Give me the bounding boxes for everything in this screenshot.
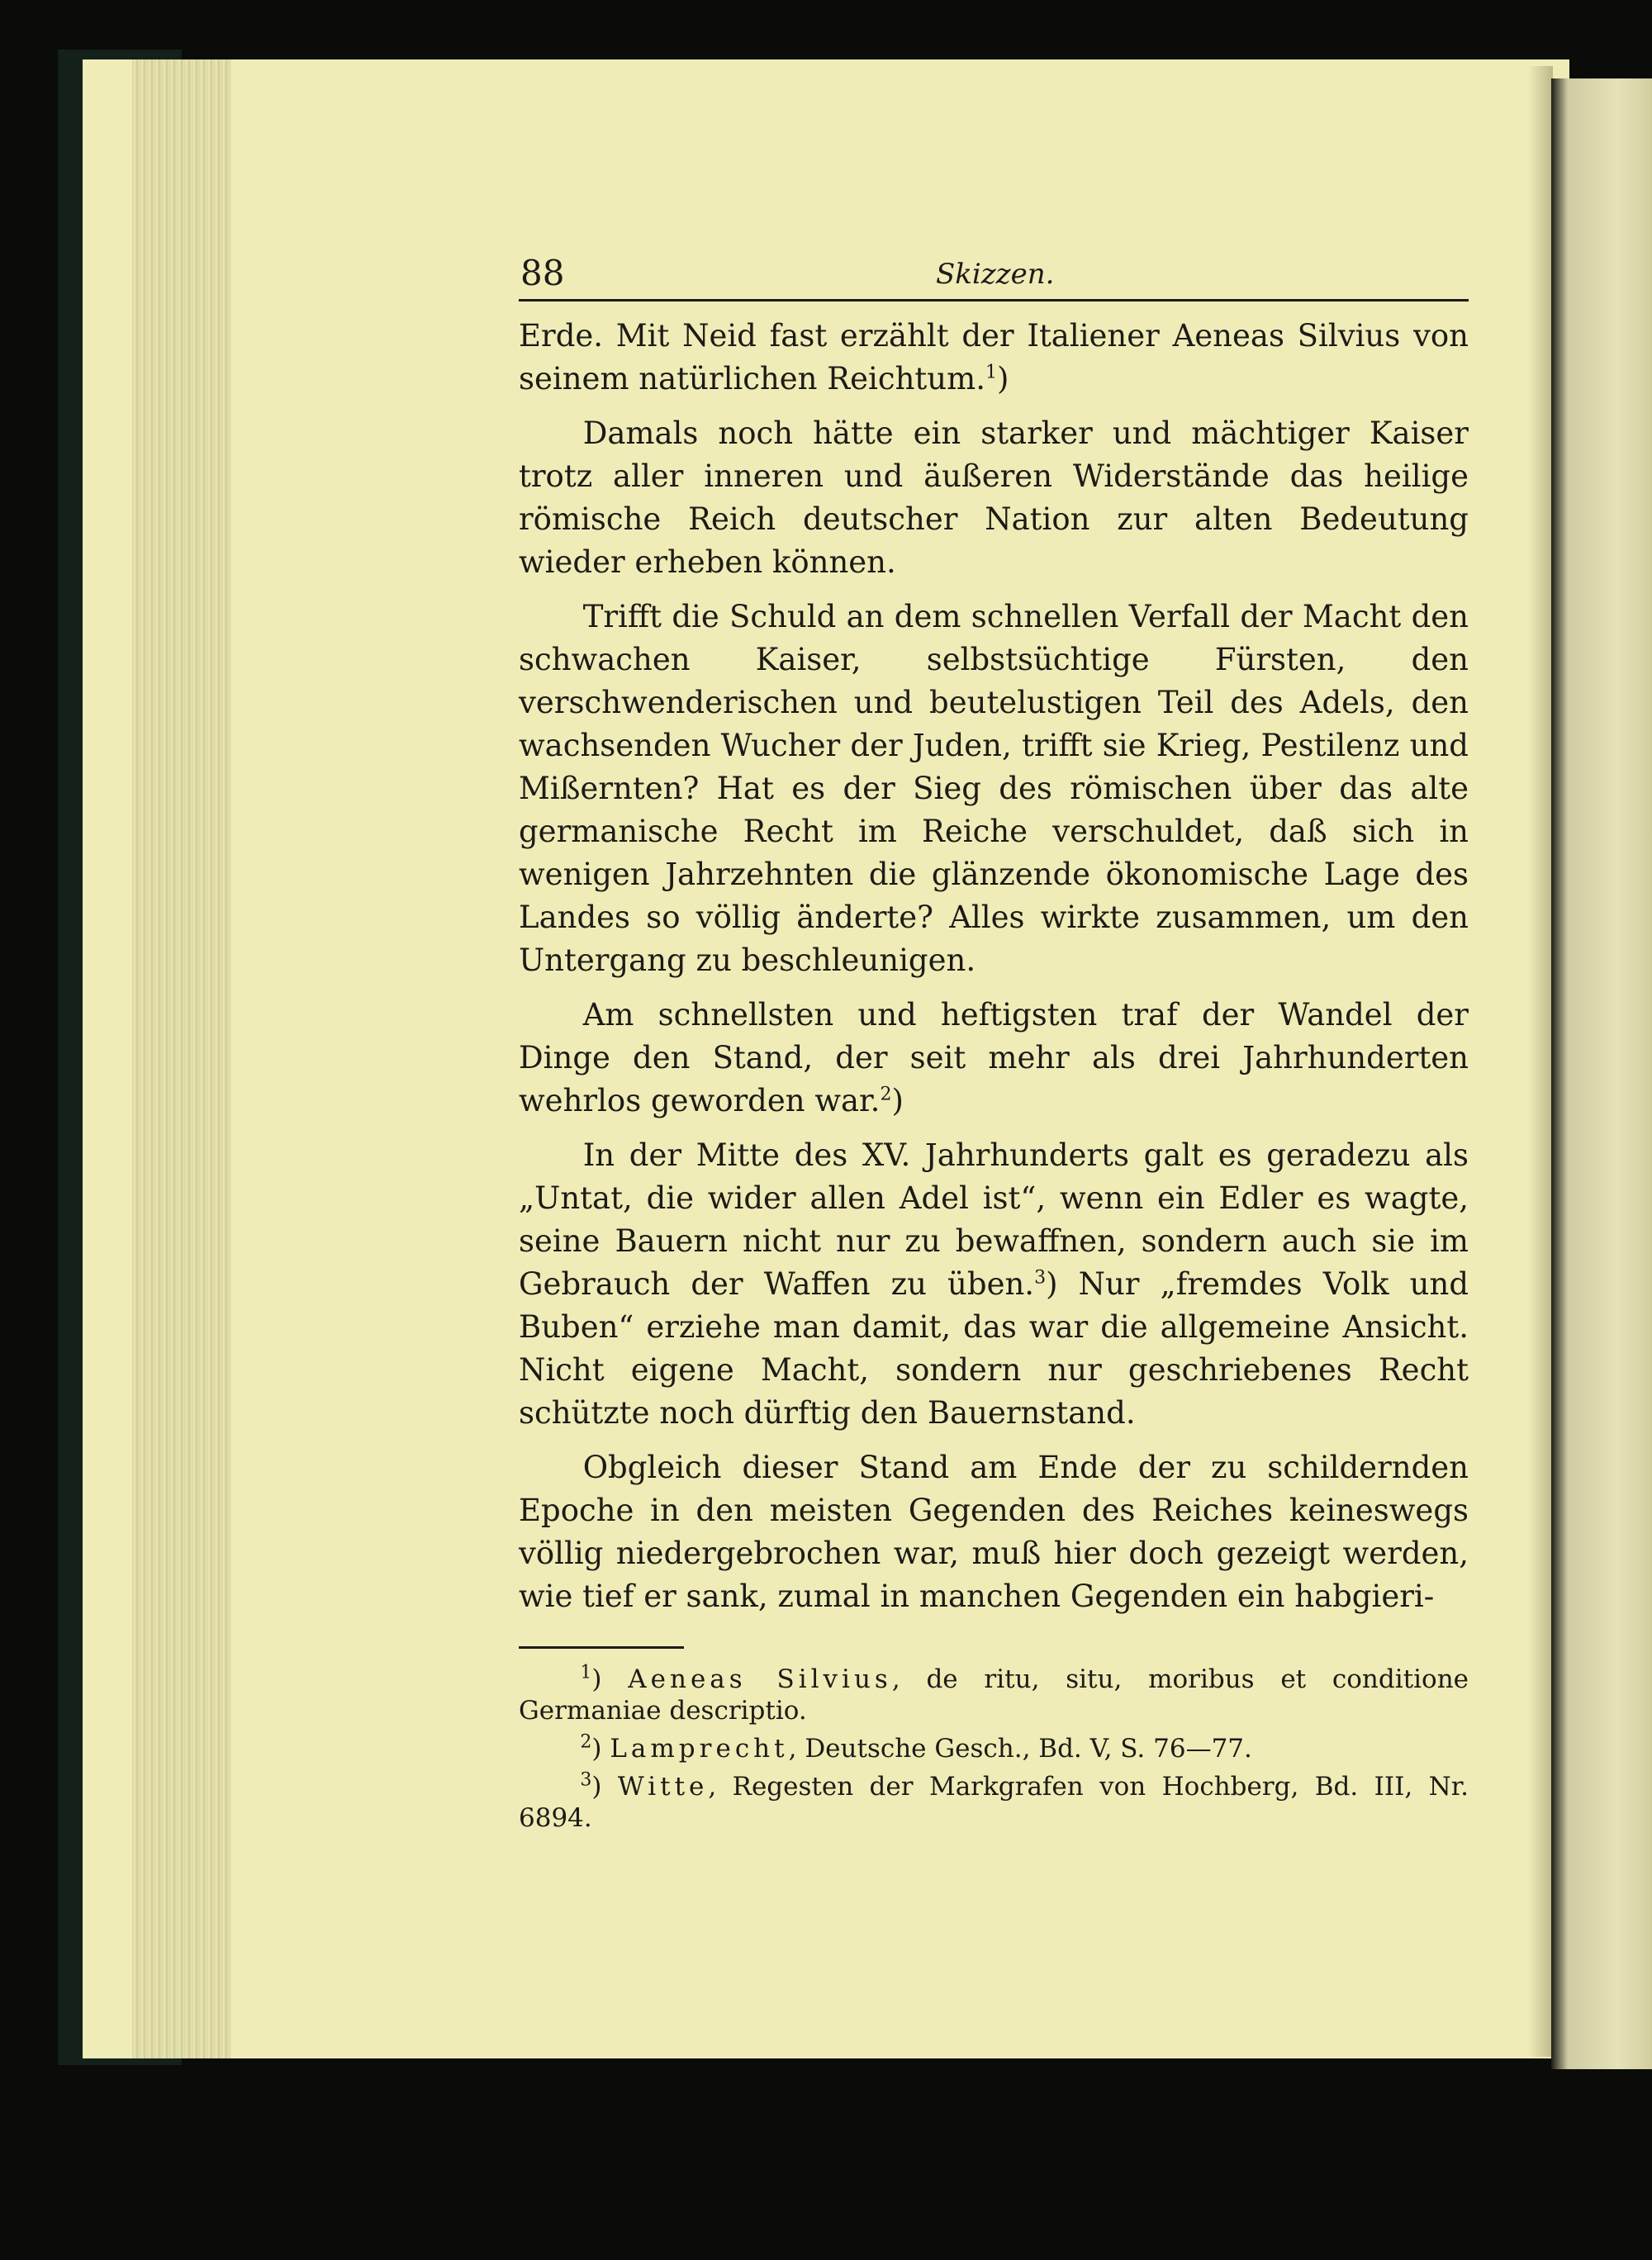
paragraph — [519, 412, 1469, 584]
footnote-text: , Regesten der Markgrafen von Hochberg, Bd. III, Nr. 6894. — [519, 1772, 1469, 1833]
paragraph-text: Obgleich dieser Stand am Ende der zu schildernden Epoche in den meisten Gegenden des Reiches keineswegs völlig niedergebrochen war, muß hier doch gezeigt werden, wie tief er sank, zumal in manchen Gegenden ein habgieri- — [519, 1450, 1469, 1614]
book-gutter — [1528, 66, 1553, 2057]
paragraph — [519, 1446, 1469, 1618]
footnote: $^1$) Aeneas Silvius, de ritu, situ, moribus et conditione Germaniae descriptio. — [519, 1662, 1469, 1726]
paragraph-text: ) — [891, 1083, 904, 1118]
running-head: Skizzen. — [936, 258, 1055, 291]
footnote-author: Aeneas Silvius — [628, 1664, 892, 1694]
paragraph — [519, 315, 1469, 401]
body-text — [519, 315, 1469, 1618]
footnote-author: Witte — [617, 1772, 709, 1802]
footnote-separator — [519, 1646, 684, 1649]
paragraph — [519, 1134, 1469, 1435]
footnote-mark: 1 — [580, 1662, 592, 1683]
facing-page — [1551, 78, 1652, 2069]
page-header — [519, 248, 1469, 301]
paragraph-text: ) — [996, 361, 1009, 396]
paragraph-text: In der Mitte des XV. Jahrhunderts galt es geradezu als „Untat, die wider allen Adel ist“, wenn ein Edler es wagte, seine Bauern nicht nur zu bewaffnen, sondern auch sie im Gebrauch der Waffen zu üben. — [519, 1137, 1469, 1302]
footnote-author: Lamprecht — [610, 1734, 789, 1764]
footnotes — [519, 1664, 1469, 1834]
page-content — [519, 248, 1469, 1840]
footnote-ref: 1 — [985, 362, 997, 383]
page-number: 88 — [520, 253, 565, 293]
footnote-ref: 3 — [1034, 1267, 1047, 1289]
paragraph — [519, 596, 1469, 982]
paragraph-text: ) Nur „fremdes Volk und Buben“ erziehe man damit, das war die allgemeine Ansicht. Nicht eigene Macht, sondern nur geschriebenes Recht schützte noch dürftig den Bauernstand. — [519, 1266, 1469, 1431]
page-stack-edges — [132, 59, 231, 2058]
footnote-mark: 2 — [580, 1731, 592, 1753]
footnote-text: , de ritu, situ, moribus et conditione Germaniae descriptio. — [519, 1664, 1469, 1726]
paragraph-text: Erde. Mit Neid fast erzählt der Italiener Aeneas Silvius von seinem natürlichen Reichtum. — [519, 318, 1469, 396]
footnote-text: , Deutsche Gesch., Bd. V, S. 76—77. — [788, 1734, 1252, 1764]
footnote-ref: 2 — [880, 1084, 892, 1105]
paragraph — [519, 994, 1469, 1123]
footnote: $^2$) Lamprecht, Deutsche Gesch., Bd. V, S. 76—77. — [580, 1731, 1252, 1764]
paragraph-text: Damals noch hätte ein starker und mächtiger Kaiser trotz aller inneren und äußeren Widerstände das heilige römische Reich deutscher Nation zur alten Bedeutung wieder erheben können. — [519, 415, 1469, 580]
footnote: $^3$) Witte, Regesten der Markgrafen von Hochberg, Bd. III, Nr. 6894. — [519, 1769, 1469, 1833]
paragraph-text: Am schnellsten und heftigsten traf der Wandel der Dinge den Stand, der seit mehr als drei Jahrhunderten wehrlos geworden war. — [519, 997, 1469, 1118]
footnote-mark: 3 — [580, 1769, 592, 1791]
paragraph-text: Trifft die Schuld an dem schnellen Verfall der Macht den schwachen Kaiser, selbstsüchtige Fürsten, den verschwenderischen und beutelustigen Teil des Adels, den wachsenden Wucher der Juden, trifft sie Krieg, Pestilenz und Mißernten? Hat es der Sieg des römischen über das alte germanische Recht im Reiche verschuldet, daß sich in wenigen Jahrzehnten die glänzende ökonomische Lage des Landes so völlig änderte? Alles wirkte zusammen, um den Untergang zu beschleunigen. — [519, 599, 1469, 978]
